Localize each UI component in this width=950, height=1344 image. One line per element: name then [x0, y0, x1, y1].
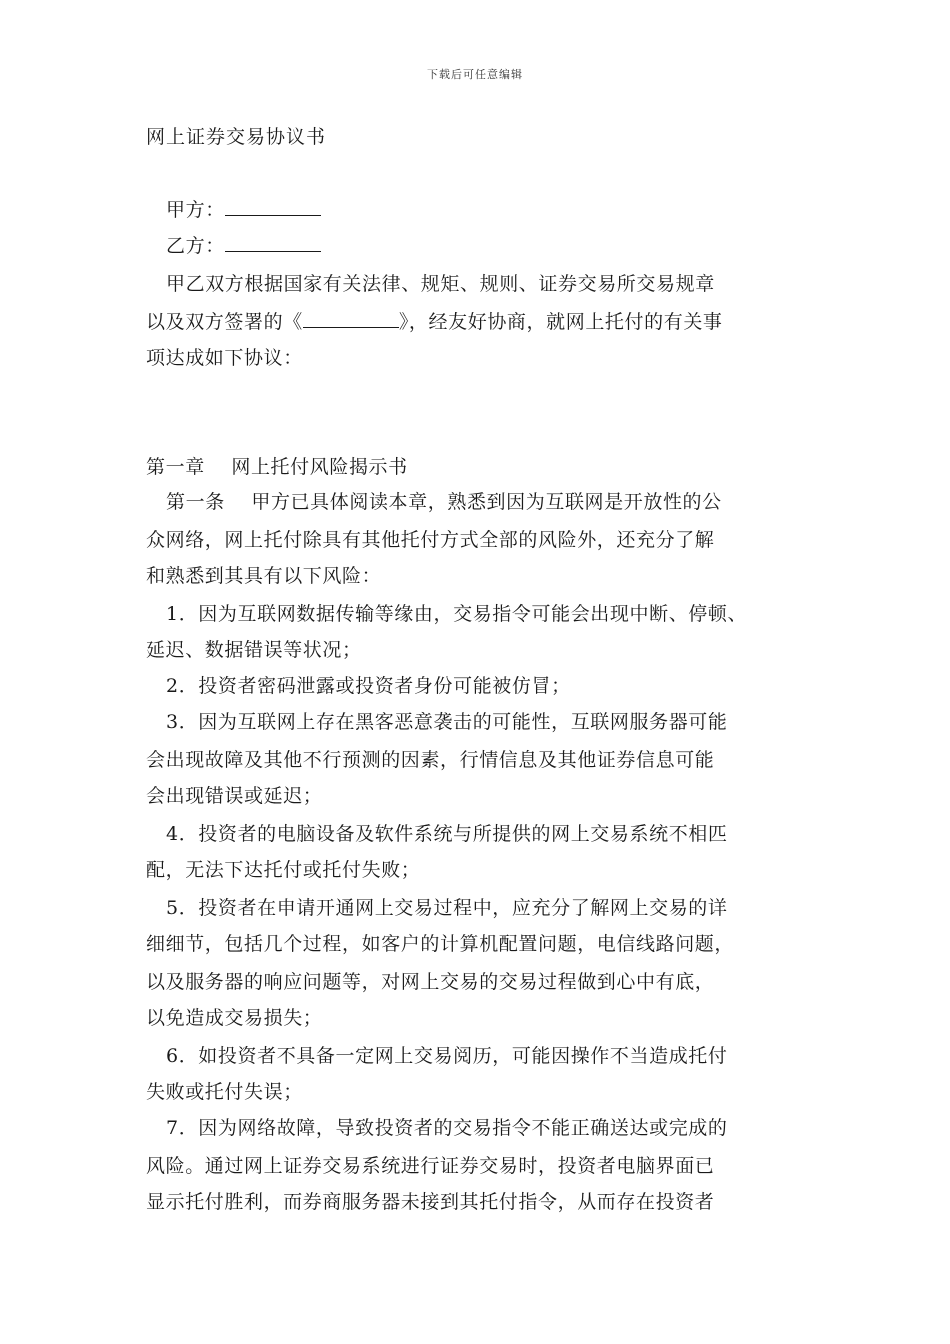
party-b-blank [225, 233, 321, 252]
preamble-line-1: 甲乙双方根据国家有关法律、规矩、规则、证券交易所交易规章 [166, 273, 715, 295]
header-note: 下载后可任意编辑 [427, 68, 523, 81]
body-line: 会出现错误或延迟； [146, 785, 323, 807]
chapter-heading: 第一章 网上托付风险揭示书 [146, 456, 408, 478]
body-line: 2．投资者密码泄露或投资者身份可能被仿冒； [166, 675, 571, 697]
party-a-blank [225, 197, 321, 216]
body-line: 7．因为网络故障，导致投资者的交易指令不能正确送达或完成的 [166, 1117, 728, 1139]
body-line: 显示托付胜利，而券商服务器未接到其托付指令，从而存在投资者 [146, 1191, 715, 1213]
body-line: 以及服务器的响应问题等，对网上交易的交易过程做到心中有底， [146, 971, 715, 993]
party-b-label: 乙方： [166, 235, 225, 257]
document-title: 网上证券交易协议书 [146, 126, 327, 148]
preamble-text-a: 以及双方签署的《 [146, 311, 303, 333]
agreement-name-blank [303, 309, 399, 328]
body-line: 延迟、数据错误等状况； [146, 639, 362, 661]
body-line: 3．因为互联网上存在黑客恶意袭击的可能性，互联网服务器可能 [166, 711, 728, 733]
preamble-line-2 [146, 308, 723, 336]
body-line: 细细节，包括几个过程，如客户的计算机配置问题，电信线路问题， [146, 933, 735, 955]
body-line: 和熟悉到其具有以下风险： [146, 565, 382, 587]
preamble-line-3: 项达成如下协议： [146, 347, 303, 369]
body-line: 风险。通过网上证券交易系统进行证券交易时，投资者电脑界面已 [146, 1155, 715, 1177]
body-line: 失败或托付失误； [146, 1081, 303, 1103]
party-b-line [166, 232, 321, 260]
body-line: 配，无法下达托付或托付失败； [146, 859, 421, 881]
body-line: 以免造成交易损失； [146, 1007, 323, 1029]
party-a-line [166, 196, 321, 224]
body-line: 众网络，网上托付除具有其他托付方式全部的风险外，还充分了解 [146, 529, 715, 551]
body-line: 5．投资者在申请开通网上交易过程中，应充分了解网上交易的详 [166, 897, 728, 919]
party-a-label: 甲方： [166, 199, 225, 221]
body-line: 1．因为互联网数据传输等缘由，交易指令可能会出现中断、停顿、 [166, 603, 748, 625]
body-line: 6．如投资者不具备一定网上交易阅历，可能因操作不当造成托付 [166, 1045, 728, 1067]
preamble-text-b: 》，经友好协商，就网上托付的有关事 [398, 311, 723, 333]
body-line: 第一条 甲方已具体阅读本章，熟悉到因为互联网是开放性的公 [166, 491, 722, 513]
body-line: 会出现故障及其他不行预测的因素，行情信息及其他证券信息可能 [146, 749, 715, 771]
body-line: 4．投资者的电脑设备及软件系统与所提供的网上交易系统不相匹 [166, 823, 728, 845]
